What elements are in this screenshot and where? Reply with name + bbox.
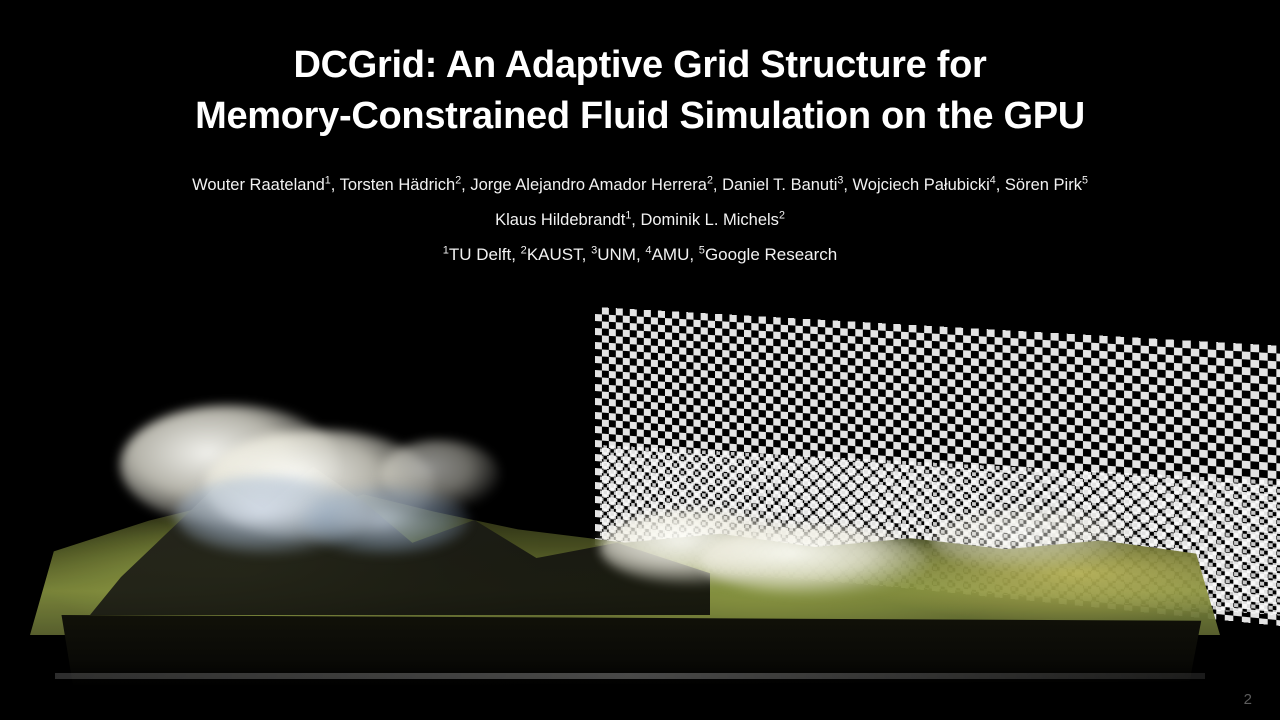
affiliation-name: Google Research <box>704 245 838 265</box>
author-affiliation-marker: 3 <box>837 174 844 187</box>
author-affiliation-marker: 1 <box>324 174 331 187</box>
teaser-figure <box>0 295 1280 695</box>
cloud-volume <box>930 510 1140 570</box>
author-name: Wouter Raateland <box>192 176 325 194</box>
terrain-base-edge <box>55 673 1205 679</box>
affiliation-marker: 4 <box>645 244 652 257</box>
affiliation-marker: 2 <box>520 244 527 257</box>
cloud-volume <box>300 485 470 555</box>
affiliation-marker: 5 <box>698 244 705 257</box>
author-affiliation-marker: 1 <box>625 209 632 222</box>
affiliation-name: AMU <box>651 245 690 265</box>
author-name: Jorge Alejandro Amador Herrera <box>470 176 707 194</box>
author-name: Dominik L. Michels <box>640 210 779 229</box>
affiliation-name: TU Delft <box>448 245 512 265</box>
authors-block <box>0 168 1280 273</box>
author-affiliation-marker: 5 <box>1081 174 1088 187</box>
author-affiliation-marker: 2 <box>455 174 462 187</box>
author-affiliation-marker: 2 <box>706 174 713 187</box>
title-line-2: Memory-Constrained Fluid Simulation on the GPU <box>195 95 1085 138</box>
page-number: 2 <box>1243 691 1252 708</box>
author-affiliation-marker: 4 <box>989 174 996 187</box>
affiliations-line: $^1$TU Delft, $^2$KAUST, $^3$UNM, $^4$AMU, $^5$Google Research <box>442 244 838 265</box>
affiliation-name: KAUST <box>526 245 582 265</box>
author-line-1: Wouter Raateland$^1$, Torsten Hädrich$^2$, Jorge Alejandro Amador Herrera$^2$, Daniel T. Banuti$^3$, Wojciech Pałubicki$^4$, Sören Pirk$^5$ <box>192 174 1088 194</box>
author-name: Wojciech Pałubicki <box>852 176 990 194</box>
author-name: Daniel T. Banuti <box>722 176 838 194</box>
cloud-volume <box>700 525 930 595</box>
title-line-1: DCGrid: An Adaptive Grid Structure for <box>293 44 987 86</box>
author-name: Torsten Hädrich <box>339 176 456 194</box>
author-affiliation-marker: 2 <box>778 209 785 222</box>
affiliation-marker: 1 <box>442 244 449 257</box>
author-name: Sören Pirk <box>1004 176 1082 194</box>
author-line-2: Klaus Hildebrandt$^1$, Dominik L. Michels$^2$ <box>495 209 785 229</box>
page-title <box>0 40 1280 143</box>
affiliation-marker: 3 <box>591 244 598 257</box>
affiliation-name: UNM <box>597 245 636 265</box>
author-name: Klaus Hildebrandt <box>495 210 626 229</box>
